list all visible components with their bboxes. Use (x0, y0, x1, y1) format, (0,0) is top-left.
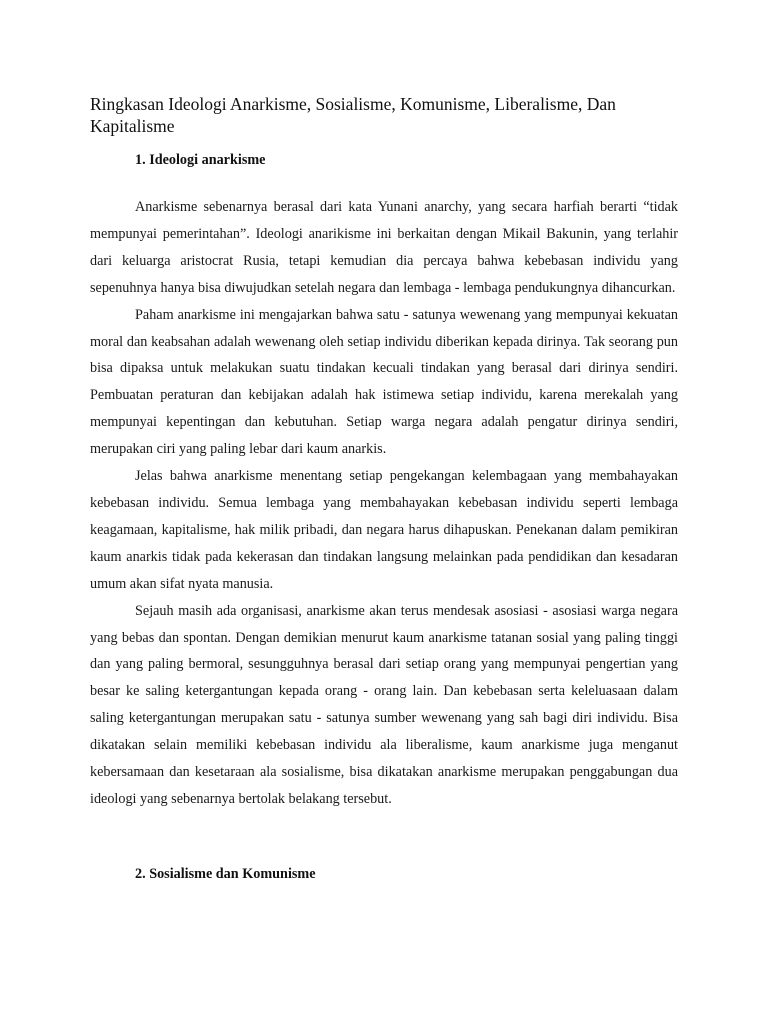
body-paragraph: Anarkisme sebenarnya berasal dari kata Yunani anarchy, yang secara harfiah berarti “tidak mempunyai pemerintahan”. Ideologi anarikisme ini berkaitan dengan Mikail Bakunin, yang terlahir dari keluarga aristocrat Rusia, tetapi kemudian dia percaya bahwa kebebasan individu yang sepenuhnya hanya bisa diwujudkan setelah negara dan lembaga - lembaga pendukungnya dihancurkan. (90, 199, 678, 296)
section-heading-anarkisme: 1. Ideologi anarkisme (135, 152, 266, 168)
body-paragraph: Jelas bahwa anarkisme menentang setiap pengekangan kelembagaan yang membahayakan kebebasan individu. Semua lembaga yang membahayakan kebebasan individu seperti lembaga keagamaan, kapitalisme, hak milik pribadi, dan negara harus dihapuskan. Penekanan dalam pemikiran kaum anarkis tidak pada kekerasan dan tindakan langsung melainkan pada pendidikan dan kesadaran umum akan sifat nyata manusia. (90, 468, 678, 592)
section-heading-sosialisme-komunisme: 2. Sosialisme dan Komunisme (135, 866, 316, 882)
body-paragraph: Paham anarkisme ini mengajarkan bahwa satu - satunya wewenang yang mempunyai kekuatan moral dan keabsahan adalah wewenang oleh setiap individu diberikan kepada dirinya. Tak seorang pun bisa dipaksa untuk melakukan suatu tindakan kecuali tindakan yang berasal dari dirinya sendiri. Pembuatan peraturan dan kebijakan adalah hak istimewa setiap individu, karena merekalah yang mempunyai kepentingan dan kebutuhan. Setiap warga negara adalah pengatur dirinya sendiri, merupakan ciri yang paling lebar dari kaum anarkis. (90, 306, 678, 458)
document-title: Ringkasan Ideologi Anarkisme, Sosialisme, Komunisme, Liberalisme, Dan Kapitalisme (90, 94, 616, 136)
section-body-anarkisme (90, 194, 678, 813)
body-paragraph: Sejauh masih ada organisasi, anarkisme akan terus mendesak asosiasi - asosiasi warga negara yang bebas dan spontan. Dengan demikian menurut kaum anarkisme tatanan sosial yang paling tinggi dan yang paling bermoral, sesungguhnya berasal dari setiap orang yang mempunyai pengertian yang besar ke saling ketergantungan kepada orang - orang lain. Dan kebebasan serta keleluasaan dalam saling ketergantungan merupakan satu - satunya sumber wewenang yang sah bagi diri individu. Bisa dikatakan selain memiliki kebebasan individu ala liberalisme, kaum anarkisme juga menganut kebersamaan dan kesetaraan ala sosialisme, bisa dikatakan anarkisme merupakan penggabungan dua ideologi yang sebenarnya bertolak belakang tersebut. (90, 602, 678, 807)
